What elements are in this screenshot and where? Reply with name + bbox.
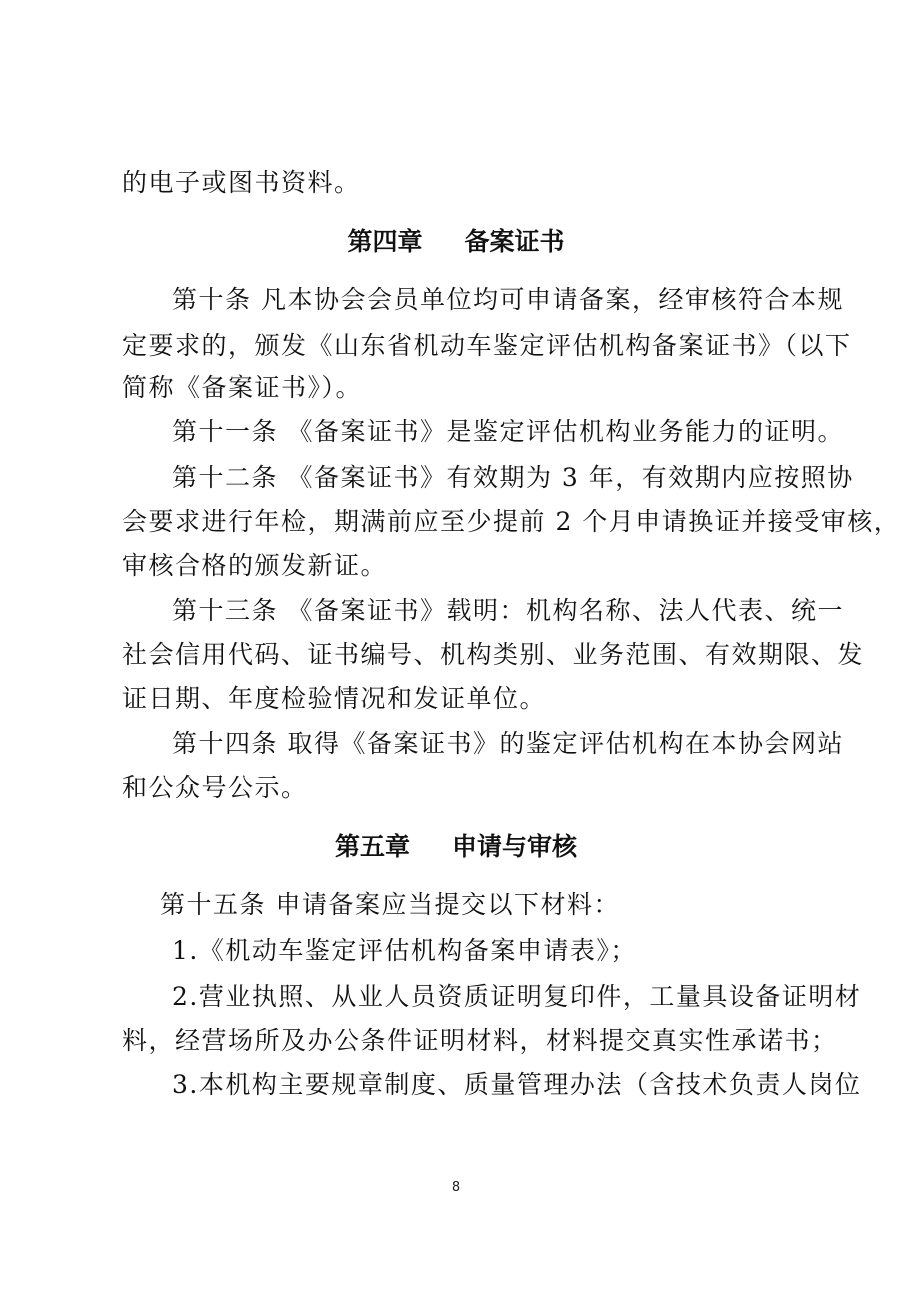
chapter-number: 第四章	[347, 227, 423, 256]
paragraph-line: 第十二条 《备案证书》有效期为 3 年，有效期内应按照协	[172, 463, 854, 492]
paragraph-line: 第十四条 取得《备案证书》的鉴定评估机构在本协会网站	[172, 729, 844, 758]
paragraph-line: 第十一条 《备案证书》是鉴定评估机构业务能力的证明。	[172, 417, 844, 446]
paragraph-line: 第十五条 申请备案应当提交以下材料：	[160, 890, 620, 919]
paragraph-line: 的电子或图书资料。	[122, 168, 361, 197]
paragraph-line: 证日期、年度检验情况和发证单位。	[122, 684, 547, 713]
paragraph-line: 会要求进行年检，期满前应至少提前 2 个月申请换证并接受审核，	[122, 507, 901, 536]
paragraph-line: 3.本机构主要规章制度、质量管理办法（含技术负责人岗位	[172, 1070, 862, 1099]
chapter-heading	[0, 825, 912, 869]
paragraph-line: 社会信用代码、证书编号、机构类别、业务范围、有效期限、发	[122, 640, 865, 669]
paragraph-line: 料，经营场所及办公条件证明材料，材料提交真实性承诺书；	[122, 1026, 838, 1055]
paragraph-line: 和公众号公示。	[122, 773, 308, 802]
paragraph-line: 简称《备案证书》）。	[122, 373, 363, 402]
paragraph-line: 2.营业执照、从业人员资质证明复印件，工量具设备证明材	[172, 982, 862, 1011]
chapter-title: 备案证书	[464, 227, 565, 256]
paragraph-line: 第十三条 《备案证书》载明：机构名称、法人代表、统一	[172, 596, 844, 625]
page-number: 8	[451, 1180, 461, 1195]
paragraph-line: 第十条 凡本协会会员单位均可申请备案，经审核符合本规	[172, 285, 844, 314]
paragraph-line: 定要求的，颁发《山东省机动车鉴定评估机构备案证书》（以下	[122, 331, 852, 360]
chapter-number: 第五章	[334, 832, 410, 861]
paragraph-line: 审核合格的颁发新证。	[122, 551, 388, 580]
chapter-title: 申请与审核	[452, 832, 578, 861]
paragraph-line: 1.《机动车鉴定评估机构备案申请表》；	[172, 936, 637, 965]
chapter-heading	[0, 220, 912, 264]
